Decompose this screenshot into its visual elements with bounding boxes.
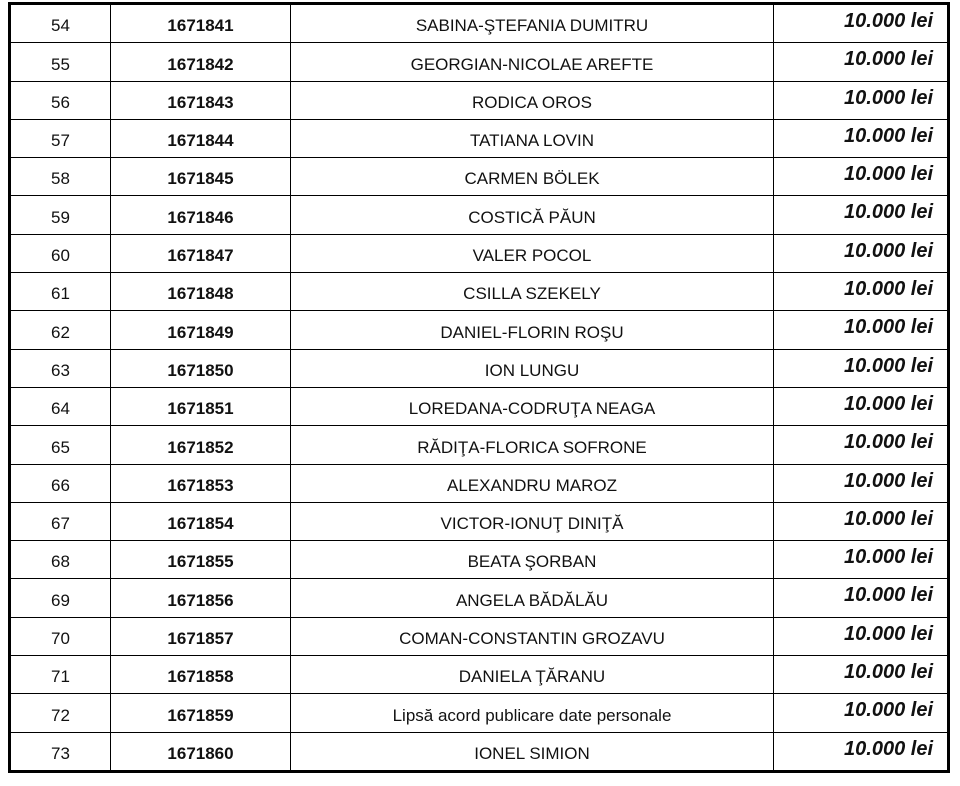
- winner-name-cell: CARMEN BÖLEK: [291, 158, 774, 196]
- prize-amount-cell: 10.000 lei: [774, 311, 948, 349]
- table-row: [11, 541, 948, 579]
- winner-name-cell: RODICA OROS: [291, 81, 774, 119]
- winner-name-cell: DANIEL-FLORIN ROŞU: [291, 311, 774, 349]
- table-row: [11, 119, 948, 157]
- row-number-cell: 70: [11, 617, 111, 655]
- table-row: [11, 81, 948, 119]
- ticket-code-cell: 1671844: [111, 119, 291, 157]
- winners-table-body: [11, 5, 948, 771]
- ticket-code-cell: 1671859: [111, 694, 291, 732]
- table-row: [11, 311, 948, 349]
- row-number-cell: 54: [11, 5, 111, 43]
- row-number-cell: 63: [11, 349, 111, 387]
- ticket-code-cell: 1671856: [111, 579, 291, 617]
- table-row: [11, 464, 948, 502]
- prize-amount-cell: 10.000 lei: [774, 234, 948, 272]
- prize-amount-cell: 10.000 lei: [774, 273, 948, 311]
- row-number-cell: 67: [11, 502, 111, 540]
- table-row: [11, 5, 948, 43]
- table-row: [11, 349, 948, 387]
- winner-name-cell: Lipsă acord publicare date personale: [291, 694, 774, 732]
- ticket-code-cell: 1671854: [111, 502, 291, 540]
- ticket-code-cell: 1671845: [111, 158, 291, 196]
- row-number-cell: 68: [11, 541, 111, 579]
- prize-amount-cell: 10.000 lei: [774, 732, 948, 770]
- ticket-code-cell: 1671852: [111, 426, 291, 464]
- prize-amount-cell: 10.000 lei: [774, 81, 948, 119]
- winner-name-cell: IONEL SIMION: [291, 732, 774, 770]
- ticket-code-cell: 1671848: [111, 273, 291, 311]
- table-row: [11, 617, 948, 655]
- table-row: [11, 579, 948, 617]
- ticket-code-cell: 1671847: [111, 234, 291, 272]
- prize-amount-cell: 10.000 lei: [774, 617, 948, 655]
- row-number-cell: 62: [11, 311, 111, 349]
- winner-name-cell: COSTICĂ PĂUN: [291, 196, 774, 234]
- row-number-cell: 73: [11, 732, 111, 770]
- prize-amount-cell: 10.000 lei: [774, 579, 948, 617]
- ticket-code-cell: 1671846: [111, 196, 291, 234]
- table-row: [11, 387, 948, 425]
- ticket-code-cell: 1671851: [111, 387, 291, 425]
- winner-name-cell: RĂDIŢA-FLORICA SOFRONE: [291, 426, 774, 464]
- table-row: [11, 502, 948, 540]
- row-number-cell: 55: [11, 43, 111, 81]
- table-row: [11, 694, 948, 732]
- table-row: [11, 426, 948, 464]
- winner-name-cell: GEORGIAN-NICOLAE AREFTE: [291, 43, 774, 81]
- winner-name-cell: ION LUNGU: [291, 349, 774, 387]
- prize-amount-cell: 10.000 lei: [774, 5, 948, 43]
- prize-amount-cell: 10.000 lei: [774, 694, 948, 732]
- ticket-code-cell: 1671843: [111, 81, 291, 119]
- prize-amount-cell: 10.000 lei: [774, 502, 948, 540]
- winners-table: [10, 4, 948, 771]
- row-number-cell: 59: [11, 196, 111, 234]
- table-row: [11, 234, 948, 272]
- prize-amount-cell: 10.000 lei: [774, 464, 948, 502]
- prize-amount-cell: 10.000 lei: [774, 158, 948, 196]
- winners-table-frame: [8, 2, 950, 773]
- row-number-cell: 58: [11, 158, 111, 196]
- prize-amount-cell: 10.000 lei: [774, 387, 948, 425]
- row-number-cell: 65: [11, 426, 111, 464]
- prize-amount-cell: 10.000 lei: [774, 656, 948, 694]
- ticket-code-cell: 1671860: [111, 732, 291, 770]
- winner-name-cell: TATIANA LOVIN: [291, 119, 774, 157]
- row-number-cell: 71: [11, 656, 111, 694]
- prize-amount-cell: 10.000 lei: [774, 541, 948, 579]
- winner-name-cell: ALEXANDRU MAROZ: [291, 464, 774, 502]
- row-number-cell: 56: [11, 81, 111, 119]
- winner-name-cell: SABINA-ŞTEFANIA DUMITRU: [291, 5, 774, 43]
- winner-name-cell: LOREDANA-CODRUŢA NEAGA: [291, 387, 774, 425]
- table-row: [11, 158, 948, 196]
- table-row: [11, 656, 948, 694]
- ticket-code-cell: 1671858: [111, 656, 291, 694]
- winner-name-cell: BEATA ŞORBAN: [291, 541, 774, 579]
- ticket-code-cell: 1671850: [111, 349, 291, 387]
- table-row: [11, 43, 948, 81]
- row-number-cell: 72: [11, 694, 111, 732]
- row-number-cell: 64: [11, 387, 111, 425]
- row-number-cell: 69: [11, 579, 111, 617]
- table-row: [11, 732, 948, 770]
- ticket-code-cell: 1671855: [111, 541, 291, 579]
- winner-name-cell: DANIELA ŢĂRANU: [291, 656, 774, 694]
- ticket-code-cell: 1671842: [111, 43, 291, 81]
- winner-name-cell: VICTOR-IONUŢ DINIŢĂ: [291, 502, 774, 540]
- prize-amount-cell: 10.000 lei: [774, 349, 948, 387]
- prize-amount-cell: 10.000 lei: [774, 43, 948, 81]
- prize-amount-cell: 10.000 lei: [774, 426, 948, 464]
- ticket-code-cell: 1671853: [111, 464, 291, 502]
- winner-name-cell: ANGELA BĂDĂLĂU: [291, 579, 774, 617]
- row-number-cell: 60: [11, 234, 111, 272]
- prize-amount-cell: 10.000 lei: [774, 119, 948, 157]
- prize-amount-cell: 10.000 lei: [774, 196, 948, 234]
- row-number-cell: 57: [11, 119, 111, 157]
- winner-name-cell: CSILLA SZEKELY: [291, 273, 774, 311]
- ticket-code-cell: 1671841: [111, 5, 291, 43]
- row-number-cell: 66: [11, 464, 111, 502]
- ticket-code-cell: 1671849: [111, 311, 291, 349]
- winner-name-cell: COMAN-CONSTANTIN GROZAVU: [291, 617, 774, 655]
- table-row: [11, 273, 948, 311]
- ticket-code-cell: 1671857: [111, 617, 291, 655]
- table-row: [11, 196, 948, 234]
- winner-name-cell: VALER POCOL: [291, 234, 774, 272]
- row-number-cell: 61: [11, 273, 111, 311]
